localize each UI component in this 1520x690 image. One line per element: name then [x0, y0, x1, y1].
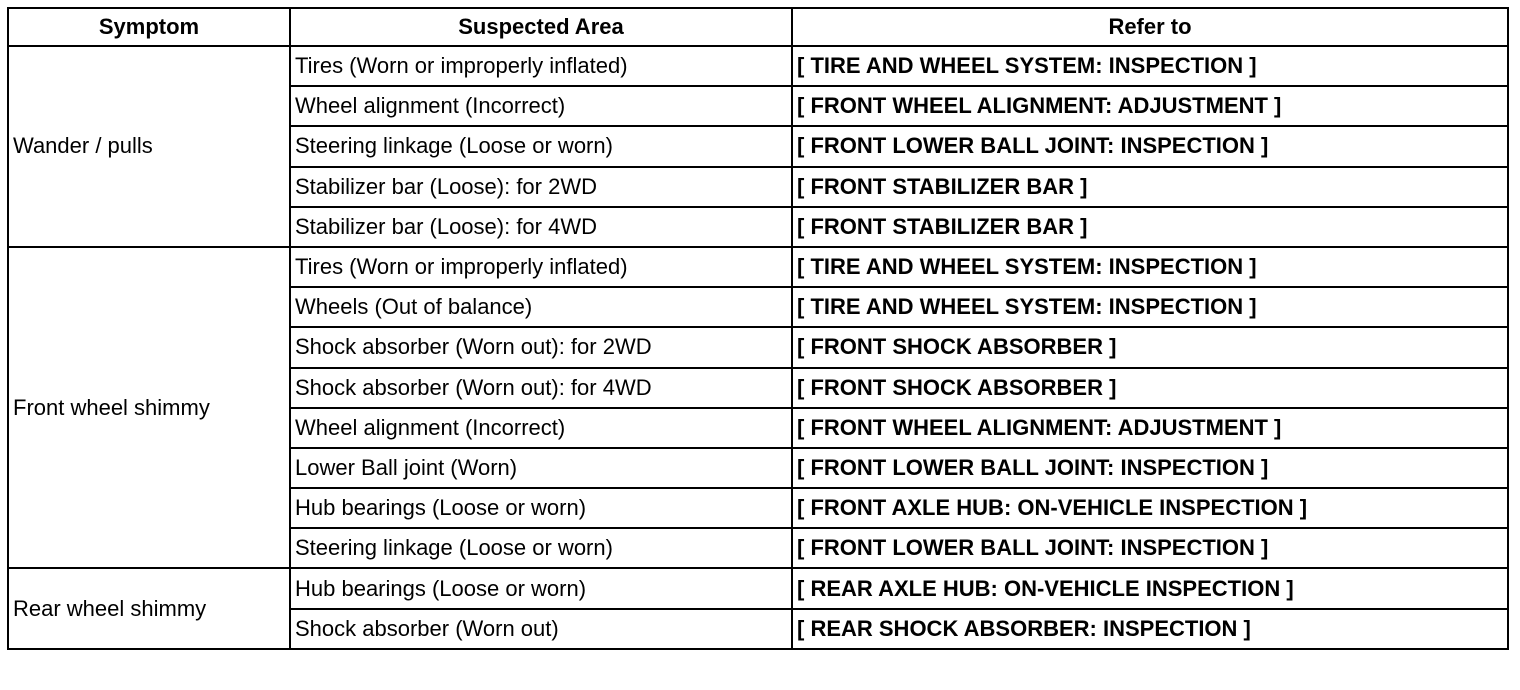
header-symptom: Symptom [8, 8, 290, 46]
suspected-area-cell: Hub bearings (Loose or worn) [290, 568, 792, 608]
table-row [8, 247, 1508, 287]
refer-to-link[interactable]: [ FRONT WHEEL ALIGNMENT: ADJUSTMENT ] [792, 86, 1508, 126]
refer-to-link[interactable]: [ REAR AXLE HUB: ON-VEHICLE INSPECTION ] [792, 568, 1508, 608]
symptom-cell: Rear wheel shimmy [8, 568, 290, 648]
refer-to-link[interactable]: [ FRONT AXLE HUB: ON-VEHICLE INSPECTION ] [792, 488, 1508, 528]
diagnosis-table-frame [7, 7, 1509, 650]
refer-to-link[interactable]: [ FRONT STABILIZER BAR ] [792, 207, 1508, 247]
suspected-area-cell: Wheels (Out of balance) [290, 287, 792, 327]
suspected-area-cell: Shock absorber (Worn out): for 2WD [290, 327, 792, 367]
suspected-area-cell: Steering linkage (Loose or worn) [290, 126, 792, 166]
refer-to-link[interactable]: [ FRONT LOWER BALL JOINT: INSPECTION ] [792, 528, 1508, 568]
refer-to-link[interactable]: [ FRONT LOWER BALL JOINT: INSPECTION ] [792, 126, 1508, 166]
refer-to-link[interactable]: [ TIRE AND WHEEL SYSTEM: INSPECTION ] [792, 287, 1508, 327]
header-refer-to: Refer to [792, 8, 1508, 46]
suspected-area-cell: Shock absorber (Worn out) [290, 609, 792, 649]
suspected-area-cell: Tires (Worn or improperly inflated) [290, 46, 792, 86]
suspected-area-cell: Lower Ball joint (Worn) [290, 448, 792, 488]
table-row [8, 568, 1508, 608]
refer-to-link[interactable]: [ FRONT SHOCK ABSORBER ] [792, 368, 1508, 408]
header-suspected-area: Suspected Area [290, 8, 792, 46]
suspected-area-cell: Steering linkage (Loose or worn) [290, 528, 792, 568]
refer-to-link[interactable]: [ REAR SHOCK ABSORBER: INSPECTION ] [792, 609, 1508, 649]
refer-to-link[interactable]: [ FRONT LOWER BALL JOINT: INSPECTION ] [792, 448, 1508, 488]
suspected-area-cell: Wheel alignment (Incorrect) [290, 408, 792, 448]
symptom-cell: Wander / pulls [8, 46, 290, 247]
refer-to-link[interactable]: [ TIRE AND WHEEL SYSTEM: INSPECTION ] [792, 46, 1508, 86]
suspected-area-cell: Wheel alignment (Incorrect) [290, 86, 792, 126]
suspected-area-cell: Tires (Worn or improperly inflated) [290, 247, 792, 287]
header-row [8, 8, 1508, 46]
symptom-cell: Front wheel shimmy [8, 247, 290, 569]
refer-to-link[interactable]: [ FRONT WHEEL ALIGNMENT: ADJUSTMENT ] [792, 408, 1508, 448]
refer-to-link[interactable]: [ FRONT STABILIZER BAR ] [792, 167, 1508, 207]
suspected-area-cell: Stabilizer bar (Loose): for 4WD [290, 207, 792, 247]
refer-to-link[interactable]: [ TIRE AND WHEEL SYSTEM: INSPECTION ] [792, 247, 1508, 287]
refer-to-link[interactable]: [ FRONT SHOCK ABSORBER ] [792, 327, 1508, 367]
suspected-area-cell: Shock absorber (Worn out): for 4WD [290, 368, 792, 408]
suspected-area-cell: Stabilizer bar (Loose): for 2WD [290, 167, 792, 207]
table-row [8, 46, 1508, 86]
suspected-area-cell: Hub bearings (Loose or worn) [290, 488, 792, 528]
diagnosis-table [7, 7, 1509, 650]
